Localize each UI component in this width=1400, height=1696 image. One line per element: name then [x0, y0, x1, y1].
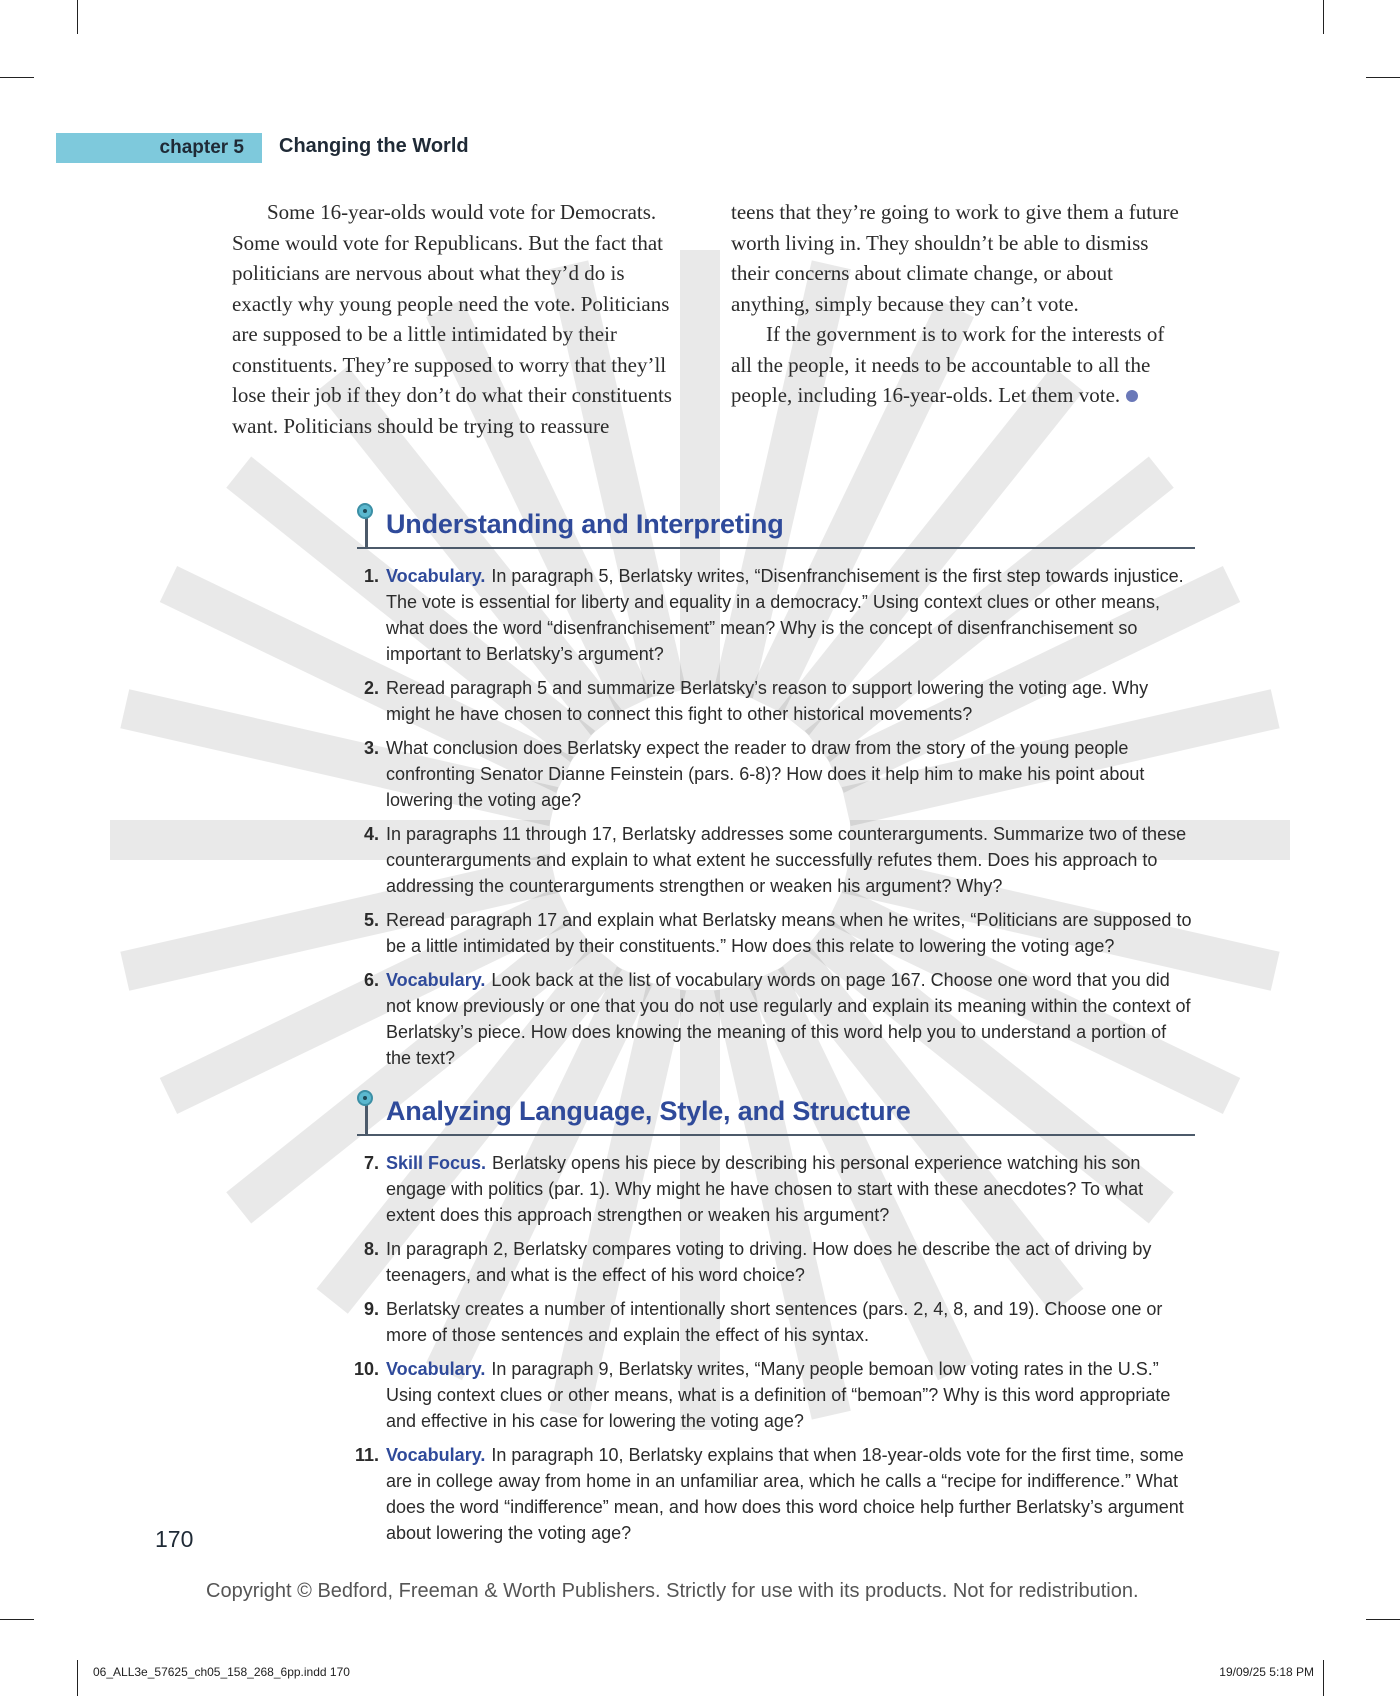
question-item [353, 1356, 1195, 1434]
question-number: 11. [354, 1445, 379, 1465]
question-item [357, 735, 1195, 813]
question-text: In paragraph 2, Berlatsky compares voting to driving. How does he describe the act of driving by teenagers, and what is the effect of his word choice? [386, 1239, 1152, 1285]
crop-mark [77, 1660, 78, 1696]
article-final-text: If the government is to work for the interests of all the people, it needs to be accountable to all the people, including 16-year-olds. Let them vote. [731, 322, 1165, 407]
question-text: What conclusion does Berlatsky expect the reader to draw from the story of the young people confronting Senator Dianne Feinstein (pars. 6-8)? How does it help him to make his point about lowering the voting age? [386, 738, 1145, 810]
section-title: Analyzing Language, Style, and Structure [386, 1096, 911, 1126]
pin-stem [365, 1102, 368, 1136]
question-item [357, 1296, 1195, 1348]
date-slug: 19/09/25 5:18 PM [1219, 1665, 1314, 1679]
question-item [357, 967, 1195, 1071]
page-number: 170 [155, 1526, 194, 1552]
question-label: Vocabulary. [386, 970, 486, 990]
question-item [357, 907, 1195, 959]
article-paragraph-final [731, 319, 1181, 411]
question-number: 6. [363, 970, 379, 990]
question-number: 5. [363, 910, 379, 930]
question-text: Reread paragraph 17 and explain what Berlatsky means when he writes, “Politicians are supposed to be a little intimidated by their constituents.” How does this relate to lowering the voting age? [386, 910, 1192, 956]
crop-mark [0, 1619, 34, 1620]
question-item [357, 563, 1195, 667]
question-number: 1. [363, 566, 379, 586]
crop-mark [1366, 77, 1400, 78]
pushpin-icon [357, 503, 373, 519]
question-number: 10. [353, 1359, 379, 1379]
chapter-title: Changing the World [279, 135, 469, 157]
crop-mark [1323, 0, 1324, 34]
question-number: 7. [363, 1153, 379, 1173]
chapter-label: chapter 5 [56, 133, 262, 163]
section-understanding [357, 503, 1195, 1079]
article-paragraph: Some 16-year-olds would vote for Democrats. Some would vote for Republicans. But the fact that politicians are nervous about what they’d do is exactly why young people need the vote. Politicians are supposed to be a little intimidated by their constituents. They’re supposed to worry that they’ll lose their job if they don’t do what their constituents want. Politicians should be trying to reassure [232, 200, 672, 438]
question-list [353, 1150, 1195, 1546]
question-number: 2. [363, 678, 379, 698]
pin-stem [365, 515, 368, 549]
crop-mark [1323, 1660, 1324, 1696]
end-of-article-dot-icon [1126, 390, 1138, 402]
question-number: 4. [363, 824, 379, 844]
question-label: Vocabulary. [386, 1445, 486, 1465]
question-label: Vocabulary. [386, 566, 486, 586]
question-text: In paragraph 9, Berlatsky writes, “Many people bemoan low voting rates in the U.S.” Using context clues or other means, what is a definition of “bemoan”? Why is this word appropriate and effective in his case for lowering the voting age? [386, 1359, 1171, 1431]
question-number: 3. [363, 738, 379, 758]
article-left-column [232, 197, 682, 441]
pushpin-icon [357, 1090, 373, 1106]
crop-mark [77, 0, 78, 34]
question-text: In paragraphs 11 through 17, Berlatsky addresses some counterarguments. Summarize two of these counterarguments and explain to what extent he successfully refutes them. Does his approach to addressing the counterarguments strengthen or weaken his argument? Why? [386, 824, 1187, 896]
question-list [357, 563, 1195, 1071]
question-number: 9. [363, 1299, 379, 1319]
question-item [357, 821, 1195, 899]
question-item [357, 675, 1195, 727]
question-item [357, 1236, 1195, 1288]
question-text: Berlatsky opens his piece by describing his personal experience watching his son engage with politics (par. 1). Why might he have chosen to start with these anecdotes? To what extent does this approach strengthen or weaken his argument? [386, 1153, 1144, 1225]
section-analyzing [353, 1090, 1195, 1554]
question-text: Look back at the list of vocabulary words on page 167. Choose one word that you did not know previously or one that you do not use regularly and explain its meaning within the context of Berlatsky’s piece. How does knowing the meaning of this word help you to understand a portion of the text? [386, 970, 1191, 1068]
section-header [357, 503, 1195, 549]
question-item [357, 1150, 1195, 1228]
question-item [354, 1442, 1195, 1546]
question-text: Berlatsky creates a number of intentionally short sentences (pars. 2, 4, 8, and 19). Choose one or more of those sentences and explain the effect of his syntax. [386, 1299, 1163, 1345]
article-right-column [731, 197, 1181, 411]
article-paragraph: teens that they’re going to work to give them a future worth living in. They shouldn’t be able to dismiss their concerns about climate change, or about anything, simply because they can’t vote. [731, 200, 1179, 316]
question-label: Skill Focus. [386, 1153, 487, 1173]
file-slug: 06_ALL3e_57625_ch05_158_268_6pp.indd 170 [93, 1665, 350, 1679]
section-header [357, 1090, 1195, 1136]
question-text: Reread paragraph 5 and summarize Berlatsky’s reason to support lowering the voting age. Why might he have chosen to connect this fight to other historical movements? [386, 678, 1149, 724]
copyright-notice: Copyright © Bedford, Freeman & Worth Publishers. Strictly for use with its products. Not for redistribution. [206, 1580, 1139, 1602]
question-text: In paragraph 5, Berlatsky writes, “Disenfranchisement is the first step towards injustice. The vote is essential for liberty and equality in a democracy.” Using context clues or other means, what does the word “disenfranchisement” mean? Why is the concept of disenfranchisement so important to Berlatsky’s argument? [386, 566, 1184, 664]
section-title: Understanding and Interpreting [386, 509, 784, 539]
question-text: In paragraph 10, Berlatsky explains that when 18-year-olds vote for the first time, some are in college away from home in an unfamiliar area, which he calls a “recipe for indifference.” What does the word “indifference” mean, and how does this word choice help further Berlatsky’s argument about lowering the voting age? [386, 1445, 1184, 1543]
crop-mark [0, 77, 34, 78]
question-number: 8. [363, 1239, 379, 1259]
question-label: Vocabulary. [386, 1359, 486, 1379]
crop-mark [1366, 1619, 1400, 1620]
